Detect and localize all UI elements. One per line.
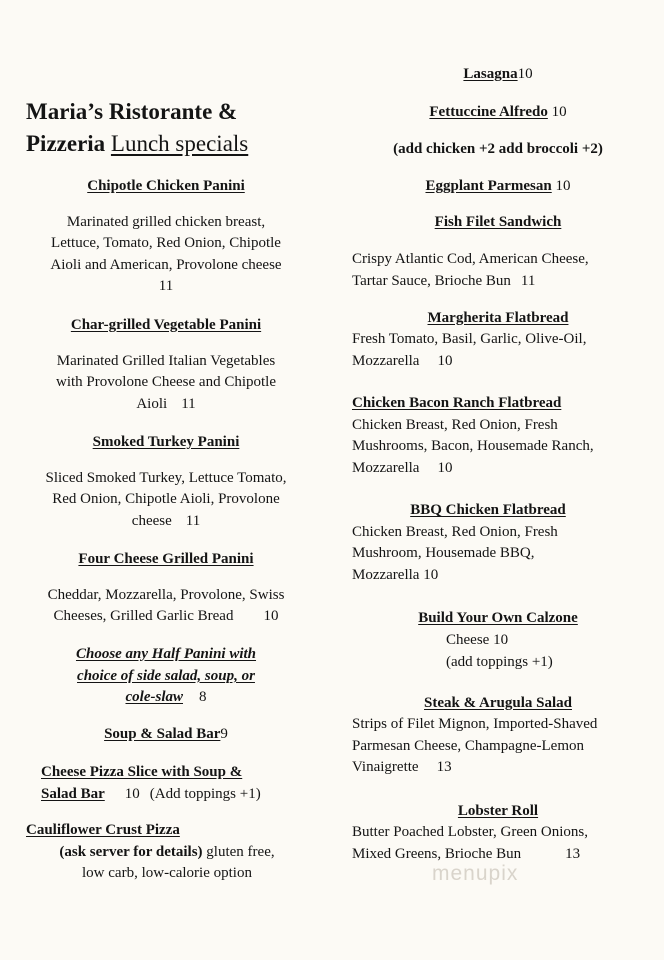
item-title: Choose any Half Panini with <box>75 646 257 662</box>
item-desc-line: Mushroom, Housemade BBQ, <box>352 545 535 561</box>
item-title: Steak & Arugula Salad <box>424 695 572 711</box>
item-desc-line: Red Onion, Chipotle Aioli, Provolone <box>52 491 280 507</box>
item-desc-line: Chicken Breast, Red Onion, Fresh <box>352 523 558 540</box>
item-price: 9 <box>220 726 228 742</box>
item-title: Fettuccine Alfredo <box>429 104 548 120</box>
item-desc-line: Vinaigrette <box>352 759 419 775</box>
menu-item-lasagna <box>332 64 664 86</box>
item-price: 11 <box>185 512 201 529</box>
item-title: Chipotle Chicken Panini <box>87 178 245 194</box>
item-desc-line: Mixed Greens, Brioche Bun <box>352 845 522 862</box>
lunch-specials-subtitle: Lunch specials <box>110 131 249 156</box>
item-desc-line: Marinated grilled chicken breast, <box>66 213 266 230</box>
item-desc-line: Cheeses, Grilled Garlic Bread <box>53 608 234 624</box>
item-price: 10 <box>263 608 279 624</box>
item-title: Lasagna <box>463 66 518 82</box>
item-desc-line: Mushrooms, Bacon, Housemade Ranch, <box>352 438 594 454</box>
item-price: 13 <box>436 759 452 775</box>
item-desc-line: Butter Poached Lobster, Green Onions, <box>352 824 589 840</box>
page-title <box>26 96 326 160</box>
menu-item-chicken-bacon-ranch <box>352 393 664 479</box>
item-desc-line: Lettuce, Tomato, Red Onion, Chipotle <box>51 235 281 251</box>
item-desc-line: Chicken Breast, Red Onion, Fresh <box>352 416 558 433</box>
item-title: Build Your Own Calzone <box>418 610 578 626</box>
item-title: Lobster Roll <box>457 803 539 819</box>
menu-item-vegetable-panini <box>0 315 332 415</box>
item-title: BBQ Chicken Flatbread <box>410 502 566 518</box>
item-price: 10 <box>555 178 571 194</box>
menu-item-calzone-title <box>332 608 664 630</box>
item-title: Four Cheese Grilled Panini <box>78 551 254 567</box>
item-desc-line: Mozzarella <box>352 459 420 476</box>
item-desc-line: Cheddar, Mozzarella, Provolone, Swiss <box>47 586 285 603</box>
restaurant-name: Maria’s Ristorante & <box>26 99 238 124</box>
item-desc-line: Tartar Sauce, Brioche Bun <box>352 272 511 289</box>
menu-item-chipotle-panini <box>0 176 332 298</box>
item-desc-line: Mozzarella <box>352 352 420 369</box>
item-title: Fish Filet Sandwich <box>434 214 562 230</box>
item-price: 10 <box>551 104 567 120</box>
menu-item-lobster-roll-desc <box>352 822 664 865</box>
item-title: Soup & Salad Bar <box>104 726 221 742</box>
item-price: 10 <box>437 352 453 369</box>
menu-item-calzone-desc <box>446 630 664 673</box>
item-price: 11 <box>181 395 196 412</box>
restaurant-name-2: Pizzeria <box>26 131 106 156</box>
item-desc-line: cheese <box>131 512 172 529</box>
item-desc-line: low carb, low-calorie option <box>82 865 252 881</box>
item-desc-line: Aioli and American, Provolone cheese <box>50 256 282 273</box>
item-title: Salad Bar <box>41 785 105 802</box>
item-desc-line: Strips of Filet Mignon, Imported-Shaved <box>352 716 598 732</box>
item-desc-line: Aioli <box>136 395 168 412</box>
menu-item-fish-sandwich-desc <box>352 249 664 292</box>
menu-item-steak-salad-desc <box>352 714 664 779</box>
item-desc-line: Crispy Atlantic Cod, American Cheese, <box>352 251 589 267</box>
item-price: 11 <box>520 272 536 289</box>
item-title: Chicken Bacon Ranch Flatbread <box>352 395 562 411</box>
item-price: 10 <box>493 632 509 648</box>
menu-item-fish-sandwich-title <box>332 212 664 234</box>
item-desc-line: Sliced Smoked Turkey, Lettuce Tomato, <box>45 469 287 486</box>
item-note-bold: (ask server for details) <box>59 843 203 860</box>
item-desc-line: Fresh Tomato, Basil, Garlic, Olive-Oil, <box>352 331 587 347</box>
item-desc-line: Marinated Grilled Italian Vegetables <box>56 352 276 369</box>
item-note: (Add toppings +1) <box>149 785 261 802</box>
menu-item-steak-salad-title <box>332 693 664 715</box>
menu-item-four-cheese-panini <box>0 549 332 628</box>
item-desc-line: Cheese <box>446 632 490 648</box>
menu-item-margherita-title <box>332 308 664 330</box>
item-price: 10 <box>517 66 533 82</box>
item-price: 10 <box>437 459 453 476</box>
item-title: Char-grilled Vegetable Panini <box>70 317 262 333</box>
item-price: 10 <box>124 785 140 802</box>
menu-item-half-panini <box>0 644 332 709</box>
item-desc-line: Mozzarella <box>352 566 420 583</box>
menu-item-pizza-slice <box>41 762 332 805</box>
item-price: 8 <box>199 689 207 705</box>
item-title: Smoked Turkey Panini <box>92 434 240 450</box>
item-price: 13 <box>565 845 581 862</box>
menu-item-lobster-roll-title <box>332 801 664 823</box>
fettuccine-addons: (add chicken +2 add broccoli +2) <box>393 141 603 157</box>
item-desc-line: (add toppings +1) <box>446 653 553 670</box>
menu-item-bbq-chicken <box>352 500 664 586</box>
item-price: 11 <box>158 278 174 294</box>
item-title: Cauliflower Crust Pizza <box>26 822 180 838</box>
item-title: Cheese Pizza Slice with Soup & <box>41 764 243 780</box>
menu-item-margherita-desc <box>352 329 664 372</box>
item-title: choice of side salad, soup, or <box>77 667 255 684</box>
menu-item-eggplant <box>332 176 664 198</box>
menu-item-fettuccine <box>332 102 664 124</box>
item-title: Margherita Flatbread <box>427 310 569 326</box>
item-desc-line: with Provolone Cheese and Chipotle <box>56 374 276 390</box>
menupix-watermark: menupix <box>432 862 519 885</box>
item-title: cole-slaw <box>125 689 183 705</box>
item-title: Eggplant Parmesan <box>425 178 552 194</box>
menu-item-turkey-panini <box>0 432 332 532</box>
item-price: 10 <box>423 566 439 583</box>
menu-item-cauliflower-pizza <box>26 820 332 885</box>
item-desc-line: Parmesan Cheese, Champagne-Lemon <box>352 737 585 754</box>
item-desc-line: gluten free, <box>202 843 275 860</box>
menu-item-soup-salad-bar <box>0 724 332 746</box>
